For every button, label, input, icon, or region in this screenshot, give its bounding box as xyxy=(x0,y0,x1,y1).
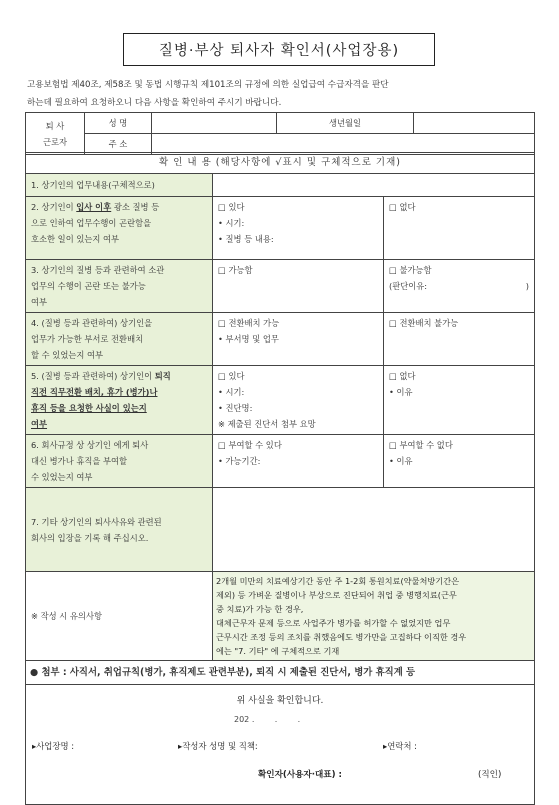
row5-label-d: 여부 xyxy=(31,419,48,429)
row6-yes-checkbox[interactable]: □ 부여할 수 있다 xyxy=(218,440,282,450)
row7-label-b: 회사의 입장을 기록 해 주십시오. xyxy=(31,532,149,543)
row5-period: • 시기: xyxy=(218,387,245,397)
confirm-date-dots: . . . xyxy=(251,715,301,724)
row3-reason-label: (판단이유: xyxy=(389,281,428,291)
address-label: 주 소 xyxy=(85,134,152,155)
row2-label-a: 2. 상기인이 xyxy=(31,202,77,212)
row2-label-emph: 입사 이후 xyxy=(76,202,112,212)
row3-label-c: 여부 xyxy=(31,297,48,307)
row5-label-b: 직전 직무전환 배치, 휴가 (병가)나 xyxy=(31,387,158,397)
row2-yes-illness: • 질병 등 내용: xyxy=(218,234,274,244)
row3-yes-checkbox[interactable]: □ 가능함 xyxy=(218,265,253,275)
intro-text xyxy=(27,76,533,112)
worker-label-top: 퇴 사 xyxy=(45,120,65,131)
seal-label: (직인) xyxy=(478,770,502,780)
document-title: 질병·부상 퇴사자 확인서(사업장용) xyxy=(123,33,435,66)
row6-period: • 가능기간: xyxy=(218,456,261,466)
row6-label xyxy=(26,435,213,488)
row6-label-a: 6. 회사규정 상 상기인 에게 퇴사 xyxy=(31,440,149,450)
row4-yes-checkbox[interactable]: □ 전환배치 가능 xyxy=(218,318,280,328)
row2-label-b: 광소 질병 등 xyxy=(111,202,160,212)
confirm-year: 202 xyxy=(234,715,250,724)
row7-answer[interactable] xyxy=(213,488,535,572)
row1-label: 1. 상기인의 업무내용(구체적으로) xyxy=(26,174,213,197)
attachments-line: ● 첨부 : 사직서, 취업규칙(병가, 휴직제도 관련부분), 퇴직 시 제출된 진단서, 병가 휴직계 등 xyxy=(26,661,535,685)
row5-note: ※ 제출된 진단서 첨부 요망 xyxy=(218,419,316,429)
writer-label: ▸작성자 성명 및 직책: xyxy=(178,741,258,751)
birth-label: 생년월일 xyxy=(277,113,414,134)
worker-group-label xyxy=(26,113,85,155)
row2-yes-checkbox[interactable]: □ 있다 xyxy=(218,202,245,212)
row5-no-checkbox[interactable]: □ 없다 xyxy=(389,371,416,381)
notes-content xyxy=(213,572,535,661)
row4-label-a: 4. (질병 등과 관련하여) 상기인을 xyxy=(31,318,153,328)
confirmation-section xyxy=(26,685,535,805)
row2-label-c: 으로 인하여 업무수행이 곤란함을 xyxy=(31,218,152,228)
notes-line-6: 에는 "7. 기타" 에 구체적으로 기재 xyxy=(216,646,340,656)
row3-label-b: 업무의 수행이 곤란 또는 불가능 xyxy=(31,281,146,291)
intro-line-2: 하는데 필요하여 요청하오니 다음 사항을 확인하여 주시기 바랍니다. xyxy=(27,98,282,108)
row4-label-c: 할 수 있었는지 여부 xyxy=(31,350,104,360)
row6-no-cell xyxy=(384,435,535,488)
row3-yes-cell xyxy=(213,260,384,313)
row3-label xyxy=(26,260,213,313)
row4-label xyxy=(26,313,213,366)
row2-no-cell xyxy=(384,197,535,260)
notes-line-4: 대체근무자 문제 등으로 사업주가 병가를 허가할 수 없었지만 업무 xyxy=(216,618,451,628)
notes-line-5: 근무시간 조정 등의 조치를 취했음에도 병가만을 고집하다 이직한 경우 xyxy=(216,632,467,642)
row3-no-checkbox[interactable]: □ 불가능함 xyxy=(389,265,432,275)
row2-yes-cell xyxy=(213,197,384,260)
row5-label-c: 휴직 등을 요청한 사실이 있는지 xyxy=(31,403,147,413)
notes-label: ※ 작성 시 유의사항 xyxy=(26,572,213,661)
row2-no-checkbox[interactable]: □ 없다 xyxy=(389,202,416,212)
contact-label: ▸연락처 : xyxy=(383,741,417,751)
notes-line-1: 2개월 미만의 치료예상기간 동안 주 1-2회 통원치료(약물처방기간은 xyxy=(216,576,460,586)
notes-line-3: 중 치료)가 가능 한 경우, xyxy=(216,604,304,614)
row3-reason-close: ) xyxy=(525,281,529,291)
confirm-date[interactable] xyxy=(234,715,300,724)
row3-no-cell xyxy=(384,260,535,313)
row6-reason: • 이유 xyxy=(389,456,413,466)
worker-info-table xyxy=(25,112,535,155)
row4-label-b: 업무가 가능한 부서로 전환배치 xyxy=(31,334,144,344)
row5-no-cell xyxy=(384,366,535,435)
row1-answer[interactable] xyxy=(213,174,535,197)
row4-no-cell xyxy=(384,313,535,366)
row6-no-checkbox[interactable]: □ 부여할 수 없다 xyxy=(389,440,453,450)
row5-reason: • 이유 xyxy=(389,387,413,397)
row2-label-d: 호소한 일이 있는지 여부 xyxy=(31,234,120,244)
row7-label-a: 7. 기타 상기인의 퇴사사유와 관련된 xyxy=(31,516,162,527)
name-label: 성 명 xyxy=(85,113,152,134)
row5-yes-checkbox[interactable]: □ 있다 xyxy=(218,371,245,381)
row5-label-a: 5. (질병 등과 관련하여) 상기인이 xyxy=(31,371,155,381)
confirmation-table xyxy=(25,152,535,805)
confirm-statement: 위 사실을 확인합니다. xyxy=(236,696,324,706)
row4-yes-cell xyxy=(213,313,384,366)
row6-label-c: 수 있었는지 여부 xyxy=(31,472,93,482)
row7-label xyxy=(26,488,213,572)
confirm-header: 확 인 내 용 (해당사항에 √표시 및 구체적으로 기재) xyxy=(26,153,535,174)
row2-yes-period: • 시기: xyxy=(218,218,245,228)
row5-diagnosis: • 진단명: xyxy=(218,403,253,413)
row5-yes-cell xyxy=(213,366,384,435)
row4-no-checkbox[interactable]: □ 전환배치 불가능 xyxy=(389,318,459,328)
birth-field[interactable] xyxy=(414,113,535,134)
row3-label-a: 3. 상기인의 질병 등과 관련하여 소관 xyxy=(31,265,165,275)
row4-department: • 부서명 및 업무 xyxy=(218,334,279,344)
row6-label-b: 대신 병가나 휴직을 부여할 xyxy=(31,456,128,466)
row5-label xyxy=(26,366,213,435)
worker-label-bottom: 근로자 xyxy=(42,136,68,147)
name-field[interactable] xyxy=(152,113,277,134)
notes-line-2: 제외) 등 가벼운 질병이나 부상으로 진단되어 취업 중 병행치료(근무 xyxy=(216,590,457,600)
row5-label-emph: 퇴직 xyxy=(154,371,171,381)
intro-line-1: 고용보험법 제40조, 제58조 및 동법 시행규칙 제101조의 규정에 의한 실업급여 수급자격을 판단 xyxy=(27,80,389,90)
workplace-label: ▸사업장명 : xyxy=(32,741,75,751)
row6-yes-cell xyxy=(213,435,384,488)
row2-label xyxy=(26,197,213,260)
confirmer-label: 확인자(사용자·대표) : xyxy=(258,770,342,780)
